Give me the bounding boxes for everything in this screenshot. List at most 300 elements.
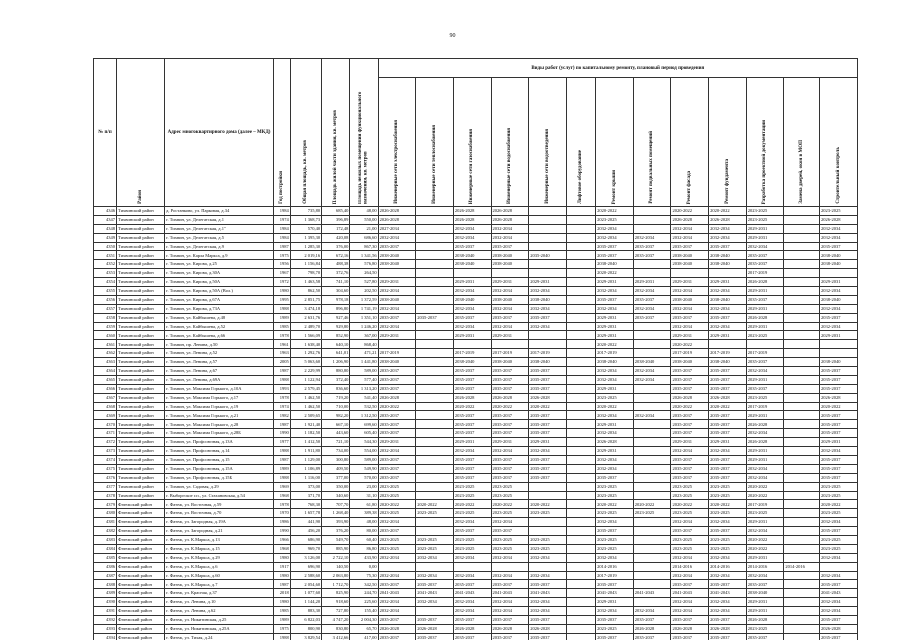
cell-service-period: 2032-2034 — [453, 287, 491, 296]
cell-service-period: 2035-2037 — [491, 313, 529, 322]
cell-district: Фатежский район — [117, 633, 165, 640]
cell-service-period: 2029-2031 — [746, 553, 784, 562]
cell-living: 836,60 — [322, 384, 350, 393]
cell-service-period — [416, 464, 454, 473]
cell-id: 4372 — [94, 438, 117, 447]
cell-address: г. Тихвин, ул. Ленина, д.69А — [165, 375, 274, 384]
cell-service-period — [633, 438, 671, 447]
cell-service-period — [416, 393, 454, 402]
cell-service-period — [416, 322, 454, 331]
cell-service-period — [633, 482, 671, 491]
cell-total: 1 921,40 — [290, 420, 321, 429]
cell-year: 1980 — [273, 553, 290, 562]
cell-living: 721,10 — [322, 438, 350, 447]
cell-service-period: 2032-2034 — [529, 598, 567, 607]
cell-service-period — [784, 295, 820, 304]
cell-service-period: 2035-2037 — [416, 615, 454, 624]
cell-service-period: 2023-2025 — [416, 509, 454, 518]
cell-id: 4356 — [94, 295, 117, 304]
cell-service-period — [784, 500, 820, 509]
cell-service-period — [784, 544, 820, 553]
cell-id: 4359 — [94, 322, 117, 331]
table-row — [94, 251, 858, 260]
cell-nonliving: 1 313,20 — [350, 384, 378, 393]
cell-service-period — [633, 598, 671, 607]
table-row — [94, 278, 858, 287]
cell-service-period: 2032-2034 — [709, 287, 747, 296]
cell-service-period — [491, 340, 529, 349]
cell-service-period — [416, 260, 454, 269]
cell-district: Тихвинский район — [117, 447, 165, 456]
cell-service-period: 2020-2022 — [633, 500, 671, 509]
cell-service-period — [784, 340, 820, 349]
cell-service-period — [566, 304, 595, 313]
cell-living: 641,01 — [322, 349, 350, 358]
cell-service-period: 2035-2037 — [746, 633, 784, 640]
cell-district: Фатежский район — [117, 598, 165, 607]
cell-service-period: 2032-2034 — [378, 233, 416, 242]
cell-service-period: 2041-2043 — [529, 589, 567, 598]
cell-service-period: 2041-2043 — [416, 589, 454, 598]
cell-service-period — [566, 322, 595, 331]
table-row — [94, 438, 858, 447]
cell-total: 1 182,50 — [290, 429, 321, 438]
cell-service-period: 2035-2037 — [746, 295, 784, 304]
cell-service-period — [529, 518, 567, 527]
cell-total: 862,50 — [290, 287, 321, 296]
cell-service-period: 2032-2034 — [453, 607, 491, 616]
cell-service-period: 2020-2022 — [709, 500, 747, 509]
cell-service-period: 2035-2037 — [671, 429, 709, 438]
cell-id: 4361 — [94, 340, 117, 349]
cell-service-period: 2035-2037 — [491, 367, 529, 376]
cell-living: 2 063,80 — [322, 571, 350, 580]
cell-nonliving: 417,00 — [350, 633, 378, 640]
cell-service-period: 2035-2037 — [529, 615, 567, 624]
cell-service-period: 2026-2028 — [746, 278, 784, 287]
cell-nonliving: 1 341,56 — [350, 251, 378, 260]
cell-service-period: 2026-2028 — [491, 207, 529, 216]
cell-service-period: 2035-2037 — [453, 411, 491, 420]
cell-service-period: 2035-2037 — [596, 242, 634, 251]
cell-district: Тихвинский район — [117, 438, 165, 447]
cell-service-period: 2029-2031 — [671, 331, 709, 340]
cell-service-period: 2023-2025 — [746, 215, 784, 224]
cell-service-period — [784, 384, 820, 393]
cell-address: г. Фатеж, ул. К.Маркса, д.60 — [165, 571, 274, 580]
cell-service-period — [529, 482, 567, 491]
cell-total: 1 077,60 — [290, 589, 321, 598]
cell-service-period — [416, 518, 454, 527]
table-row — [94, 589, 858, 598]
capital-repair-table — [93, 58, 858, 640]
cell-service-period: 2035-2037 — [819, 375, 857, 384]
cell-district: Фатежский район — [117, 500, 165, 509]
cell-id: 4348 — [94, 224, 117, 233]
cell-service-period — [566, 473, 595, 482]
cell-total: 570,40 — [290, 224, 321, 233]
cell-service-period: 2038-2040 — [453, 260, 491, 269]
cell-service-period: 2014-2016 — [671, 562, 709, 571]
cell-service-period: 2035-2037 — [709, 633, 747, 640]
cell-year: 1984 — [273, 233, 290, 242]
table-row — [94, 340, 858, 349]
cell-service-period — [416, 420, 454, 429]
cell-service-period: 2032-2034 — [378, 518, 416, 527]
cell-id: 4377 — [94, 482, 117, 491]
cell-year: 1987 — [273, 367, 290, 376]
cell-id: 4350 — [94, 242, 117, 251]
cell-service-period: 2035-2037 — [378, 367, 416, 376]
cell-service-period — [633, 455, 671, 464]
cell-total: 686,90 — [290, 535, 321, 544]
cell-service-period — [819, 340, 857, 349]
cell-district: Тихвинский район — [117, 375, 165, 384]
cell-year: 1982 — [273, 411, 290, 420]
cell-district: Тихвинский район — [117, 304, 165, 313]
cell-total: 1 129,00 — [290, 455, 321, 464]
cell-living: 172,48 — [322, 224, 350, 233]
cell-id: 4381 — [94, 518, 117, 527]
cell-service-period: 2023-2025 — [596, 535, 634, 544]
table-row — [94, 393, 858, 402]
cell-address: г. Тихвин, ул. Профсоюзная, д.14 — [165, 447, 274, 456]
cell-service-period: 2029-2031 — [596, 447, 634, 456]
cell-service-period: 2035-2037 — [819, 420, 857, 429]
cell-id: 4388 — [94, 580, 117, 589]
cell-nonliving: 31,10 — [350, 491, 378, 500]
header-service-5: Лифтовое оборудование — [566, 78, 595, 207]
cell-service-period — [566, 562, 595, 571]
cell-service-period — [633, 544, 671, 553]
cell-service-period — [784, 322, 820, 331]
table-row — [94, 562, 858, 571]
cell-year: 1978 — [273, 331, 290, 340]
cell-service-period — [416, 455, 454, 464]
cell-service-period: 2032-2034 — [709, 607, 747, 616]
cell-living: 1 712,70 — [322, 580, 350, 589]
cell-service-period: 2032-2034 — [416, 598, 454, 607]
cell-year: 1980 — [273, 598, 290, 607]
cell-service-period: 2029-2031 — [491, 438, 529, 447]
cell-nonliving: 21,00 — [350, 224, 378, 233]
cell-service-period — [416, 482, 454, 491]
cell-service-period: 2035-2037 — [709, 420, 747, 429]
cell-living: 140,50 — [322, 562, 350, 571]
cell-service-period: 2023-2025 — [491, 509, 529, 518]
cell-service-period: 2026-2028 — [529, 624, 567, 633]
cell-address: г. Тихвин, ул. Кайбышева, д.66 — [165, 331, 274, 340]
cell-service-period: 2029-2031 — [746, 607, 784, 616]
cell-nonliving: 60,40 — [350, 535, 378, 544]
cell-service-period: 2035-2037 — [491, 429, 529, 438]
cell-service-period: 2038-2040 — [491, 260, 529, 269]
cell-service-period — [671, 269, 709, 278]
cell-service-period — [566, 367, 595, 376]
cell-service-period — [784, 491, 820, 500]
cell-service-period: 2032-2034 — [746, 527, 784, 536]
cell-id: 4364 — [94, 367, 117, 376]
cell-service-period: 2023-2025 — [529, 535, 567, 544]
cell-service-period: 2035-2037 — [671, 420, 709, 429]
cell-service-period — [784, 633, 820, 640]
cell-service-period — [416, 358, 454, 367]
cell-service-period: 2023-2025 — [746, 509, 784, 518]
cell-district: Фатежский район — [117, 562, 165, 571]
cell-nonliving: 342,50 — [350, 580, 378, 589]
cell-service-period: 2035-2037 — [491, 527, 529, 536]
table-row — [94, 482, 858, 491]
cell-district: Тихвинский район — [117, 473, 165, 482]
cell-year: 1978 — [273, 393, 290, 402]
cell-nonliving: 433,90 — [350, 553, 378, 562]
cell-service-period — [633, 402, 671, 411]
cell-total: 2 588,60 — [290, 571, 321, 580]
cell-service-period: 2023-2025 — [491, 491, 529, 500]
cell-service-period: 2032-2034 — [453, 518, 491, 527]
cell-service-period — [416, 207, 454, 216]
cell-service-period: 2020-2022 — [671, 500, 709, 509]
cell-service-period: 2035-2037 — [529, 367, 567, 376]
cell-living: 734,00 — [322, 447, 350, 456]
table-row — [94, 269, 858, 278]
cell-service-period: 2035-2037 — [378, 429, 416, 438]
cell-service-period: 2032-2034 — [491, 233, 529, 242]
cell-living: 4 747,20 — [322, 615, 350, 624]
cell-service-period: 2017-2019 — [596, 349, 634, 358]
table-row — [94, 260, 858, 269]
cell-id: 4375 — [94, 464, 117, 473]
cell-service-period — [566, 615, 595, 624]
cell-service-period: 2029-2031 — [746, 304, 784, 313]
table-row — [94, 544, 858, 553]
cell-address: г. Фатеж, ул. Загородная, д.19А — [165, 518, 274, 527]
cell-service-period: 2035-2037 — [491, 411, 529, 420]
cell-service-period: 2032-2034 — [671, 553, 709, 562]
cell-service-period: 2026-2028 — [453, 215, 491, 224]
cell-service-period: 2032-2034 — [819, 571, 857, 580]
table-row — [94, 473, 858, 482]
cell-service-period: 2029-2031 — [671, 278, 709, 287]
cell-id: 4384 — [94, 544, 117, 553]
cell-service-period: 2035-2037 — [633, 242, 671, 251]
cell-service-period: 2035-2037 — [453, 384, 491, 393]
cell-district: Тихвинский район — [117, 491, 165, 500]
cell-total: 3 474,18 — [290, 304, 321, 313]
cell-service-period: 2029-2031 — [529, 438, 567, 447]
cell-nonliving: 86,80 — [350, 544, 378, 553]
cell-service-period: 2035-2037 — [633, 251, 671, 260]
cell-service-period: 2038-2040 — [491, 358, 529, 367]
cell-year: 1956 — [273, 260, 290, 269]
cell-service-period: 2038-2040 — [709, 358, 747, 367]
cell-nonliving: 589,00 — [350, 455, 378, 464]
cell-service-period — [633, 207, 671, 216]
cell-service-period: 2035-2037 — [709, 411, 747, 420]
cell-district: Фатежский район — [117, 580, 165, 589]
cell-living: 488,38 — [322, 260, 350, 269]
cell-service-period: 2035-2037 — [633, 615, 671, 624]
cell-service-period: 2035-2037 — [671, 464, 709, 473]
table-row — [94, 375, 858, 384]
table-row — [94, 215, 858, 224]
cell-year: 1990 — [273, 527, 290, 536]
table-row — [94, 233, 858, 242]
cell-service-period: 2026-2028 — [709, 624, 747, 633]
cell-service-period — [784, 331, 820, 340]
cell-service-period: 2032-2034 — [491, 287, 529, 296]
cell-total: 1 285,30 — [290, 242, 321, 251]
cell-year: 1969 — [273, 482, 290, 491]
cell-living: 377,00 — [322, 473, 350, 482]
cell-service-period: 2038-2040 — [671, 295, 709, 304]
cell-total: 2 851,75 — [290, 295, 321, 304]
cell-service-period: 2026-2028 — [453, 393, 491, 402]
cell-id: 4355 — [94, 287, 117, 296]
cell-service-period — [566, 500, 595, 509]
cell-service-period: 2041-2043 — [671, 589, 709, 598]
cell-year: 1987 — [273, 420, 290, 429]
cell-service-period: 2023-2025 — [709, 544, 747, 553]
cell-service-period: 2032-2034 — [491, 553, 529, 562]
cell-service-period: 2038-2040 — [596, 358, 634, 367]
cell-service-period: 2035-2037 — [491, 580, 529, 589]
cell-service-period: 2035-2037 — [746, 260, 784, 269]
cell-service-period — [416, 607, 454, 616]
cell-address: г. Тихвин, ул. Профсоюзная, д.15 — [165, 455, 274, 464]
cell-service-period — [529, 215, 567, 224]
cell-district: Тихвинский район — [117, 322, 165, 331]
cell-service-period: 2032-2034 — [378, 607, 416, 616]
cell-service-period: 2032-2034 — [596, 287, 634, 296]
cell-district: Тихвинский район — [117, 278, 165, 287]
cell-service-period: 2032-2034 — [671, 287, 709, 296]
cell-service-period: 2038-2040 — [529, 358, 567, 367]
table-row — [94, 224, 858, 233]
cell-year: 1988 — [273, 447, 290, 456]
cell-service-period: 2020-2022 — [671, 340, 709, 349]
cell-living: 896,80 — [322, 304, 350, 313]
cell-service-period — [566, 287, 595, 296]
cell-service-period: 2017-2019 — [529, 349, 567, 358]
cell-total: 1 566,09 — [290, 331, 321, 340]
cell-service-period: 2032-2034 — [819, 553, 857, 562]
cell-service-period: 2035-2037 — [709, 313, 747, 322]
cell-service-period — [784, 349, 820, 358]
cell-service-period: 2023-2025 — [596, 509, 634, 518]
cell-district: Тихвинский район — [117, 224, 165, 233]
cell-service-period: 2023-2025 — [819, 491, 857, 500]
cell-service-period: 2032-2034 — [819, 607, 857, 616]
cell-address: г. Тихвин, ул. Делегатская, д.1" — [165, 224, 274, 233]
cell-nonliving: 48,00 — [350, 518, 378, 527]
cell-address: г. Тихвин, ул. Кирова, д.50А (Вол.) — [165, 287, 274, 296]
cell-service-period: 2035-2037 — [491, 473, 529, 482]
cell-service-period: 2032-2034 — [746, 242, 784, 251]
cell-service-period — [529, 527, 567, 536]
cell-service-period — [416, 242, 454, 251]
cell-year: 1986 — [273, 518, 290, 527]
cell-service-period: 2032-2034 — [453, 322, 491, 331]
cell-service-period: 2038-2040 — [819, 260, 857, 269]
cell-service-period: 2029-2031 — [596, 278, 634, 287]
cell-service-period — [633, 384, 671, 393]
cell-service-period: 2035-2037 — [416, 313, 454, 322]
cell-service-period: 2032-2034 — [709, 233, 747, 242]
cell-service-period: 2026-2028 — [378, 393, 416, 402]
cell-service-period: 2023-2025 — [453, 509, 491, 518]
cell-service-period: 2035-2037 — [453, 464, 491, 473]
cell-year: 1980 — [273, 287, 290, 296]
cell-service-period — [784, 589, 820, 598]
cell-id: 4368 — [94, 402, 117, 411]
cell-service-period: 2032-2034 — [596, 375, 634, 384]
cell-service-period — [784, 411, 820, 420]
cell-service-period: 2026-2028 — [746, 615, 784, 624]
cell-service-period — [566, 589, 595, 598]
cell-service-period: 2023-2025 — [596, 624, 634, 633]
cell-service-period: 2029-2031 — [746, 447, 784, 456]
cell-service-period: 2032-2034 — [633, 233, 671, 242]
cell-service-period: 2035-2037 — [671, 633, 709, 640]
cell-service-period — [529, 340, 567, 349]
cell-service-period: 2023-2025 — [453, 544, 491, 553]
cell-year: 1995 — [273, 295, 290, 304]
cell-service-period: 2035-2037 — [819, 455, 857, 464]
cell-service-period — [416, 527, 454, 536]
cell-nonliving: 23,00 — [350, 482, 378, 491]
cell-service-period: 2041-2043 — [709, 589, 747, 598]
cell-service-period: 2038-2040 — [596, 260, 634, 269]
cell-address: г. Тихвин, пр. Ленина, д.50 — [165, 340, 274, 349]
cell-service-period: 2020-2022 — [746, 544, 784, 553]
cell-nonliving: 202,50 — [350, 287, 378, 296]
cell-service-period: 2032-2034 — [416, 571, 454, 580]
cell-service-period — [633, 580, 671, 589]
cell-service-period — [566, 571, 595, 580]
cell-service-period: 2035-2037 — [491, 375, 529, 384]
cell-service-period: 2035-2037 — [378, 375, 416, 384]
cell-service-period: 2032-2034 — [633, 287, 671, 296]
cell-service-period: 2035-2037 — [529, 455, 567, 464]
cell-id: 4370 — [94, 420, 117, 429]
cell-total: 735,80 — [290, 207, 321, 216]
cell-address: г. Фатеж, ул. Восточная, д.59 — [165, 500, 274, 509]
cell-service-period: 2023-2025 — [378, 491, 416, 500]
cell-service-period: 2023-2025 — [596, 215, 634, 224]
cell-service-period: 2020-2022 — [491, 500, 529, 509]
cell-service-period — [784, 402, 820, 411]
cell-nonliving: 367,00 — [350, 331, 378, 340]
cell-service-period: 2026-2028 — [746, 420, 784, 429]
cell-service-period: 2023-2025 — [596, 491, 634, 500]
cell-service-period: 2020-2022 — [491, 402, 529, 411]
cell-service-period — [633, 260, 671, 269]
cell-service-period — [566, 633, 595, 640]
cell-service-period: 2035-2037 — [709, 429, 747, 438]
cell-service-period: 2029-2031 — [709, 278, 747, 287]
cell-id: 4365 — [94, 375, 117, 384]
cell-service-period — [529, 233, 567, 242]
cell-year: 1984 — [273, 207, 290, 216]
cell-living: 880,80 — [322, 367, 350, 376]
cell-service-period: 2032-2034 — [746, 571, 784, 580]
cell-service-period — [416, 473, 454, 482]
cell-service-period: 2035-2037 — [746, 384, 784, 393]
cell-service-period: 2035-2037 — [596, 527, 634, 536]
cell-service-period: 2029-2031 — [453, 278, 491, 287]
cell-service-period — [566, 624, 595, 633]
